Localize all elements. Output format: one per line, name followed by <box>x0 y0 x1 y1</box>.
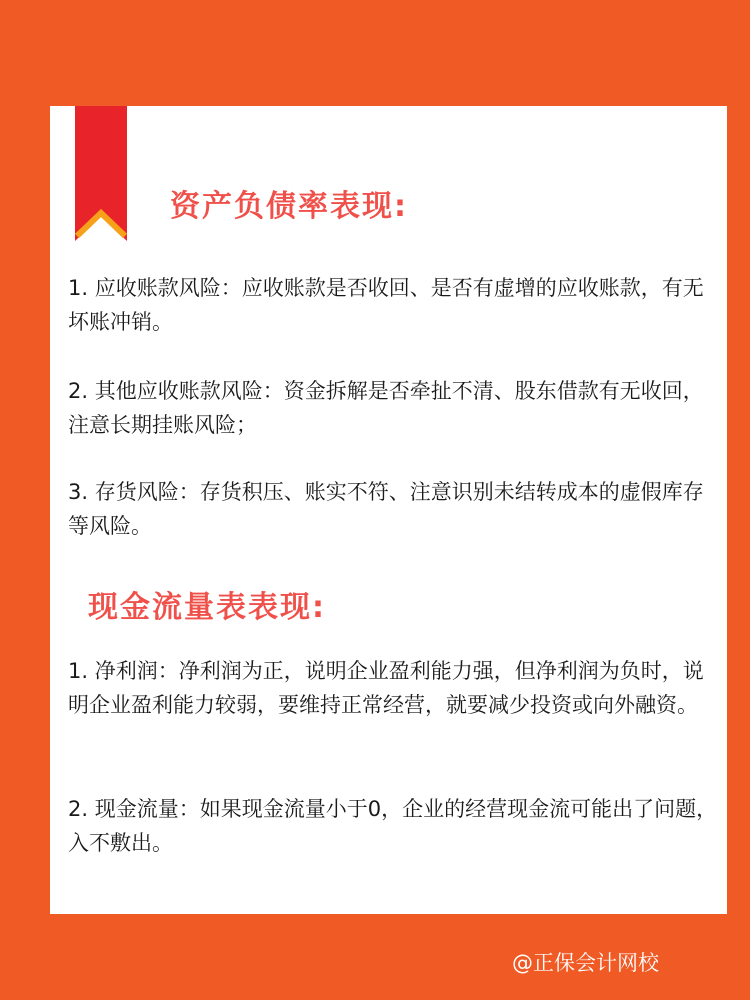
section-heading-cash-flow: 现金流量表表现: <box>88 590 326 625</box>
watermark: @正保会计网校 <box>512 951 659 975</box>
list-item: 2. 现金流量：如果现金流量小于0，企业的经营现金流可能出了问题，入不敷出。 <box>68 797 718 855</box>
content-card <box>50 106 727 914</box>
list-item: 1. 净利润：净利润为正，说明企业盈利能力强，但净利润为负时，说明企业盈利能力较弱，要维持正常经营，就要减少投资或向外融资。 <box>68 659 704 717</box>
section-heading-balance-sheet: 资产负债率表现: <box>170 189 408 224</box>
list-item: 1. 应收账款风险：应收账款是否收回、是否有虚增的应收账款，有无坏账冲销。 <box>68 276 704 334</box>
list-item: 3. 存货风险：存货积压、账实不符、注意识别未结转成本的虚假库存等风险。 <box>68 480 704 538</box>
list-item: 2. 其他应收账款风险：资金拆解是否牵扯不清、股东借款有无收回，注意长期挂账风险； <box>68 379 704 437</box>
bookmark-ribbon-icon <box>75 106 127 241</box>
